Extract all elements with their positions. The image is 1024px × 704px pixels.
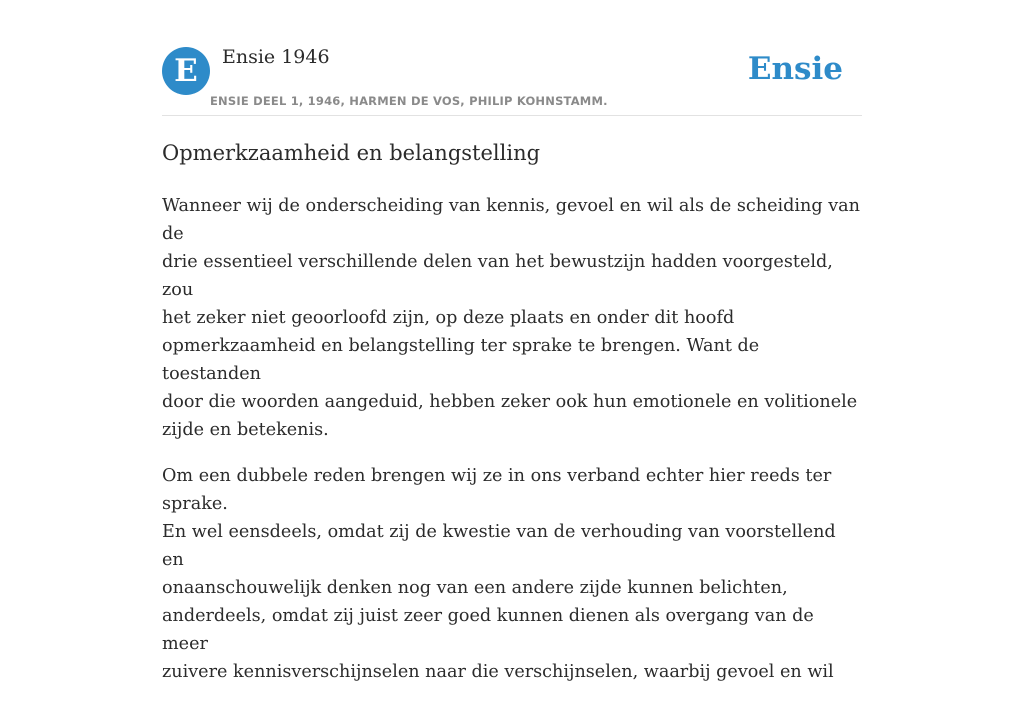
- article-paragraph: Om een dubbele reden brengen wij ze in ons verband echter hier reeds ter sprake. En wel eensdeels, omdat zij de kwestie van de verhouding van voorstellend en onaanschouwelijk denken nog van een andere zijde kunnen belichten, anderdeels, omdat zij juist zeer goed kunnen dienen als overgang van de meer zuivere kennisverschijnselen naar die verschijnselen, waarbij gevoel en wil: [162, 466, 836, 682]
- book-meta: ENSIE DEEL 1, 1946, HARMEN DE VOS, PHILIP KOHNSTAMM.: [210, 94, 608, 108]
- brand-logo[interactable]: Ensie: [747, 51, 843, 87]
- article-paragraph: Wanneer wij de onderscheiding van kennis, gevoel en wil als de scheiding van de drie essentieel verschillende delen van het bewustzijn hadden voorgesteld, zou het zeker niet geoorloofd zijn, op deze plaats en onder dit hoofd opmerkzaamheid en belangstelling ter sprake te brengen. Want de toestanden door die woorden aangeduid, hebben zeker ook hun emotionele en volitionele zijde en betekenis.: [162, 196, 860, 440]
- article-title: Opmerkzaamheid en belangstelling: [162, 141, 541, 165]
- article-body: [162, 192, 862, 704]
- book-title[interactable]: Ensie 1946: [222, 46, 330, 68]
- ensie-logo-icon[interactable]: E: [162, 47, 210, 95]
- header-divider: [162, 115, 862, 116]
